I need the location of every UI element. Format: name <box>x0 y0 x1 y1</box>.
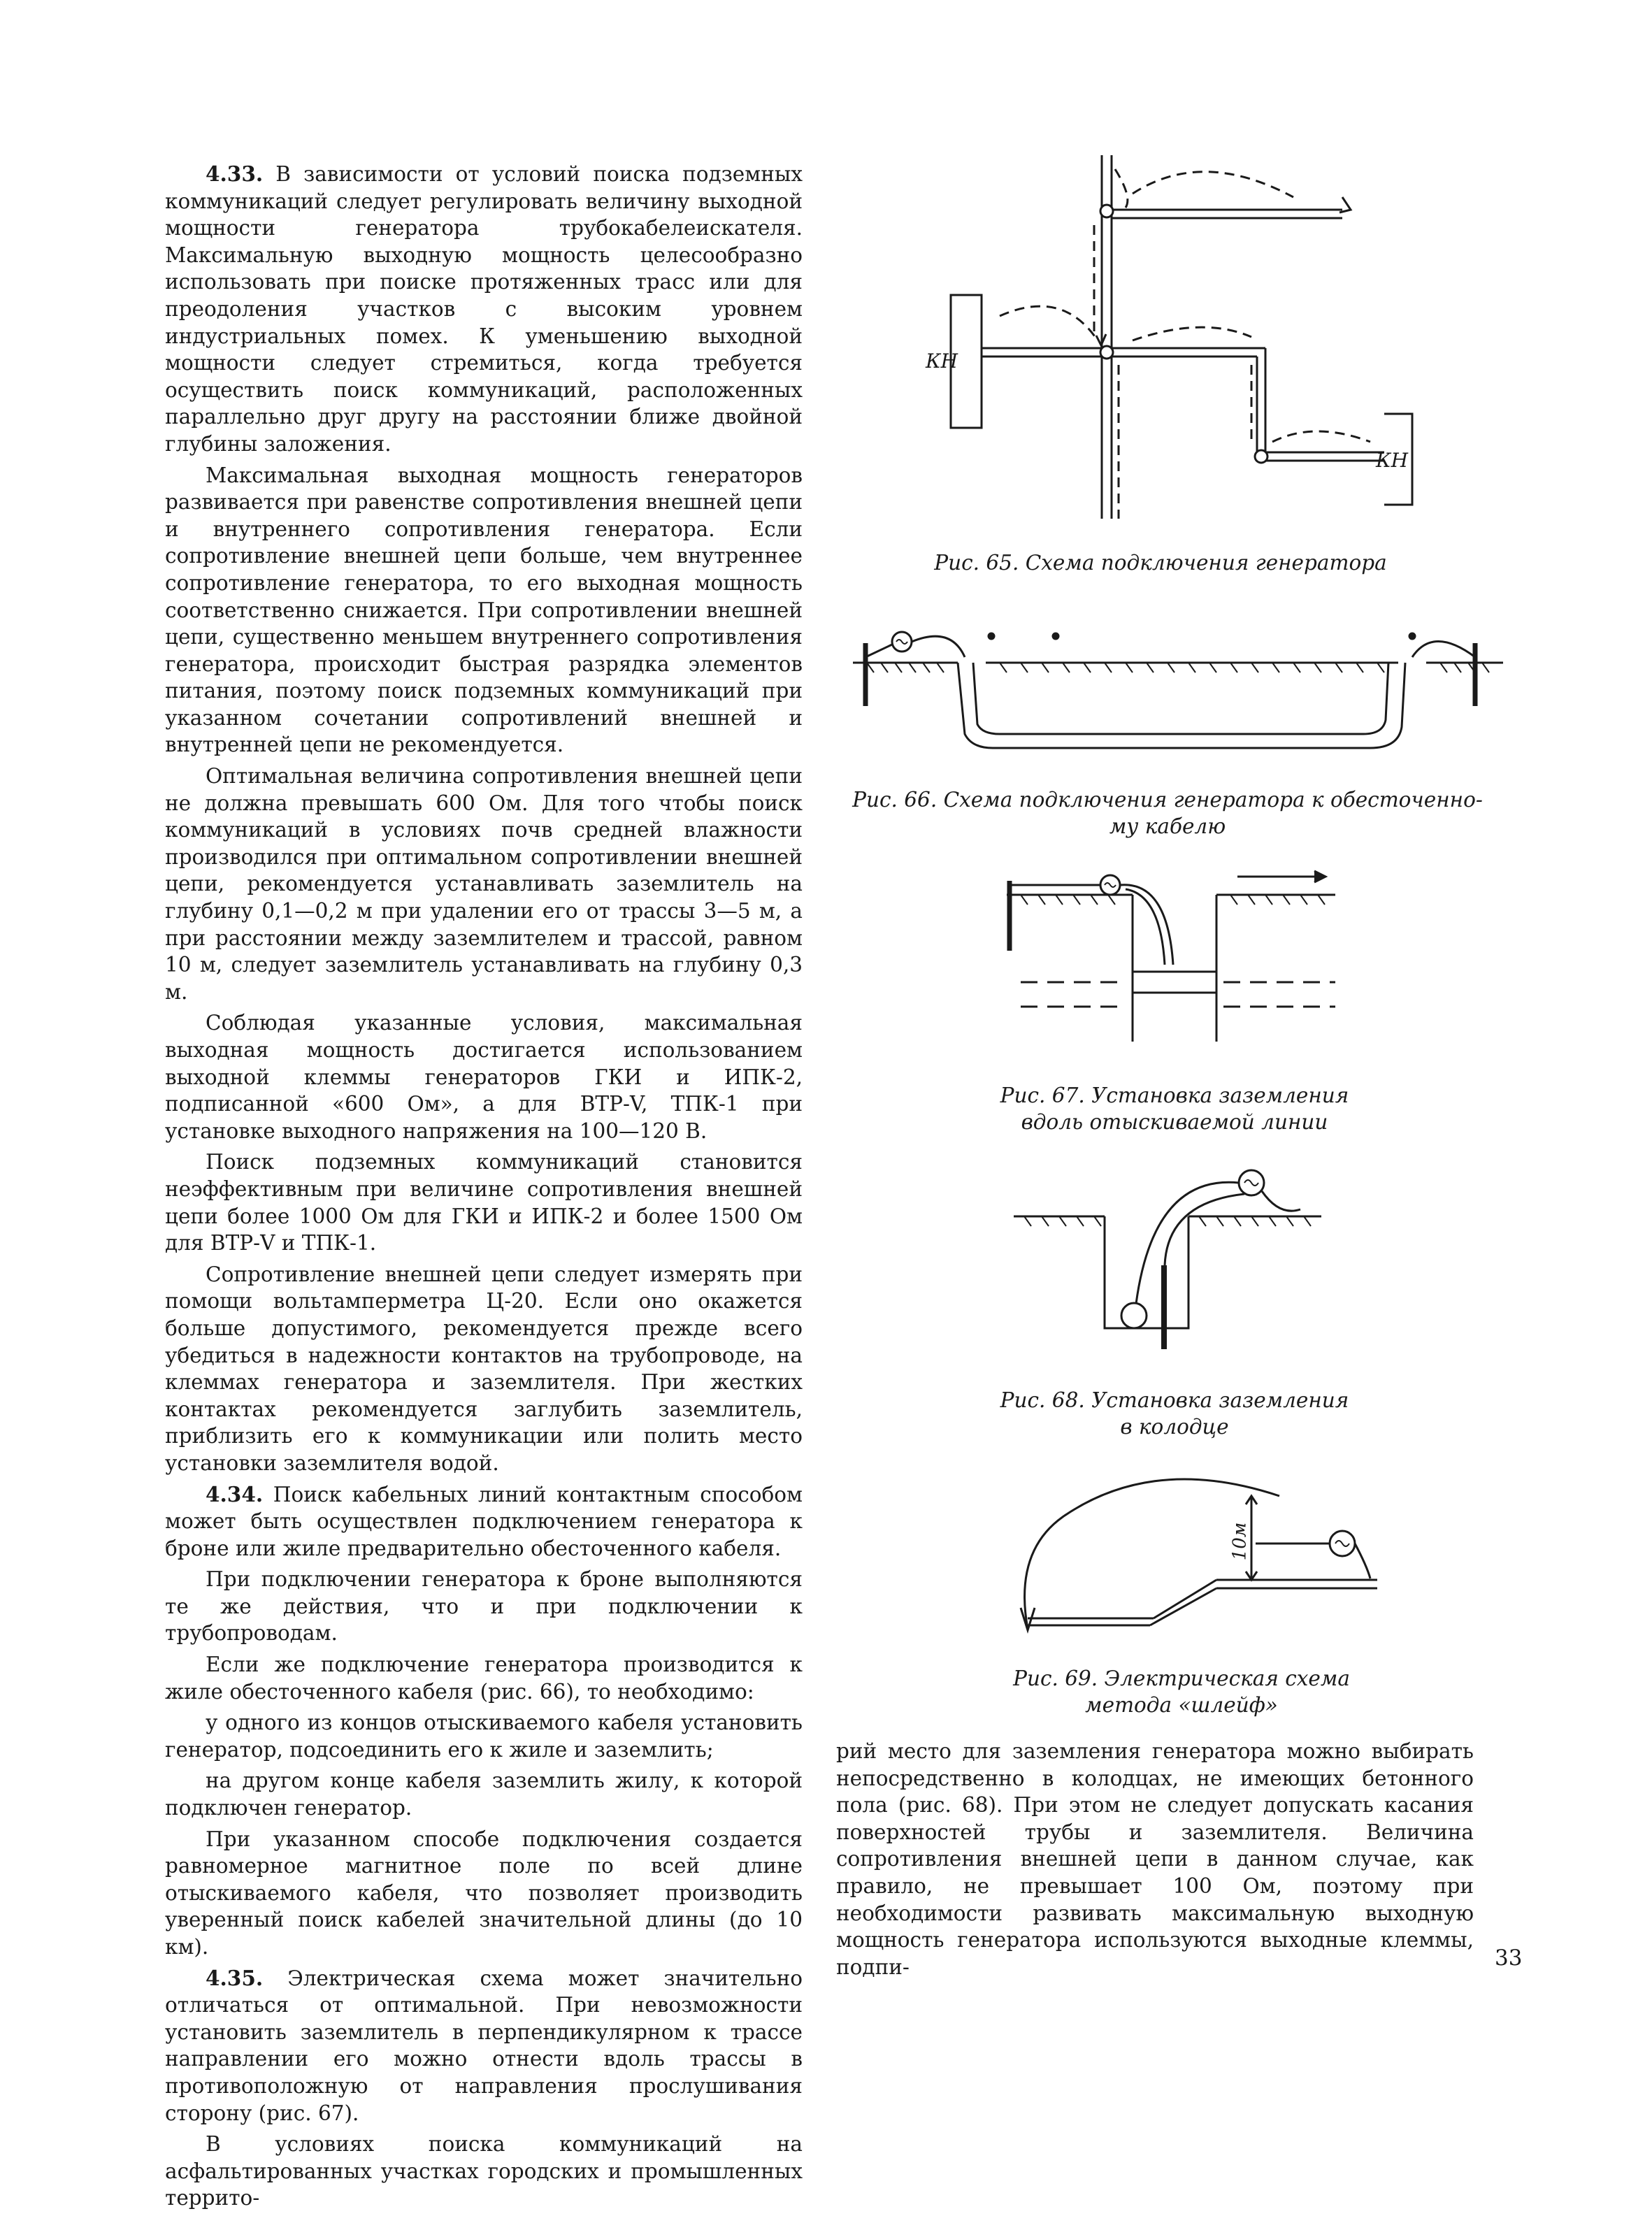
paragraph: Сопротивление внешней цепи следует измерять при помощи вольтамперметра Ц-20. Если оно окажется больше допустимого, рекомендуется прежде всего убедиться в надежности контактов на трубопроводе, на клеммах генератора и заземлителя. При жестких контактах рекомендуется заглубить заземлитель, приблизить его к коммуникации или полить место установки заземлителя водой. <box>165 1262 803 1475</box>
section-number: 4.35. <box>206 1965 264 1990</box>
section-number: 4.34. <box>206 1481 264 1506</box>
kh-label-right: КН <box>1376 449 1409 472</box>
figure-65-diagram <box>923 155 1409 519</box>
figure-66-caption <box>832 786 1503 840</box>
right-text-column <box>836 1738 1474 1985</box>
paragraph-text: В зависимости от условий поиска подземных коммуникаций следует регулировать величину выходной мощности генератора трубокабелеискателя. Максимальную выходную мощность целесообразно использовать при поиске протяженных трасс или для преодоления участков с высоким уровнем индустриальных помех. К уменьшению выходной мощности следует стремиться, когда требуется осуществить поиск коммуникаций, расположенных параллельно друг другу на расстоянии ближе двойной глубины заложения. <box>165 162 803 456</box>
paragraph-4-34 <box>165 1481 803 1562</box>
caption-line: в колодце <box>1120 1415 1229 1439</box>
paragraph: Оптимальная величина сопротивления внешней цепи не должна превышать 600 Ом. Для того чтобы поиск коммуникаций в условиях почв средней влажности производился при оптимальном сопротивлении внешней цепи, рекомендуется устанавливать заземлитель на глубину 0,1—0,2 м при удалении его от трассы 3—5 м, а при расстоянии между заземлителем и трассой, равном 10 м, следует заземлитель устанавливать на глубину 0,3 м. <box>165 764 803 1004</box>
caption-line: вдоль отыскиваемой линии <box>1021 1110 1328 1134</box>
paragraph: Максимальная выходная мощность генераторов развивается при равенстве сопротивления внешней цепи и внутреннего сопротивления генератора. Если сопротивление внешней цепи больше, чем внутреннее сопротивление генератора, то его выходная мощность соответственно снижается. При сопротивлении внешней цепи, существенно меньшем внутреннего сопротивления генератора, происходит быстрая разрядка элементов питания, поэтому поиск подземных коммуникаций при указанном сочетании сопротивлений внешней и внутренней цепи не рекомендуется. <box>165 463 803 757</box>
left-text-column <box>165 161 803 2216</box>
list-item: на другом конце кабеля заземлить жилу, к которой подключен генератор. <box>165 1769 803 1820</box>
paragraph: Соблюдая указанные условия, максимальная выходная мощность достигается использованием выходной клеммы генераторов ГКИ и ИПК-2, подписанной «600 Ом», а для ВТР-V, ТПК-1 при установке выходного напряжения на 100—120 В. <box>165 1011 803 1143</box>
paragraph: Поиск подземных коммуникаций становится неэффективным при величине сопротивления внешней цепи более 1000 Ом для ГКИ и ИПК-2 и более 1500 Ом для ВТР-V и ТПК-1. <box>165 1150 803 1256</box>
figure-67-diagram <box>1000 867 1335 1042</box>
figure-68-caption <box>965 1387 1384 1440</box>
paragraph: рий место для заземления генератора можно выбирать непосредственно в колодцах, не имеющих бетонного пола (рис. 68). При этом не следует допускать касания поверхностей трубы и заземлителя. Величина сопротивления внешней цепи в данном случае, как правило, не превышает 100 Ом, поэтому при необходимости развивать максимальную выходную мощность генератора используются выходные клеммы, подпи- <box>836 1739 1474 1979</box>
paragraph: При указанном способе подключения создается равномерное магнитное поле по всей длине отыскиваемого кабеля, что позволяет производить уверенный поиск кабелей значительной длины (до 10 км). <box>165 1827 803 1959</box>
caption-line: Рис. 68. Установка заземления <box>1000 1388 1349 1412</box>
paragraph-4-33 <box>165 161 803 458</box>
section-number: 4.33. <box>206 161 264 186</box>
paragraph: Если же подключение генератора производится к жиле обесточенного кабеля (рис. 66), то необходимо: <box>165 1653 803 1704</box>
paragraph: При подключении генератора к броне выполняются те же действия, что и при подключении к трубопроводам. <box>165 1567 803 1646</box>
caption-line: Рис. 66. Схема подключения генератора к обесточенно- <box>852 788 1483 812</box>
figure-67-caption <box>965 1082 1384 1135</box>
kh-label-left: КН <box>926 350 958 373</box>
caption-line: Рис. 67. Установка заземления <box>1000 1084 1349 1107</box>
paragraph-4-35 <box>165 1965 803 2127</box>
figure-66-diagram <box>853 629 1503 769</box>
caption-line: Рис. 69. Электрическая схема <box>1013 1667 1350 1690</box>
figure-65-caption: Рис. 65. Схема подключения генератора <box>934 551 1387 575</box>
caption-line: му кабелю <box>1109 814 1226 838</box>
page-number: 33 <box>1495 1945 1523 1971</box>
paragraph-text: Электрическая схема может значительно отличаться от оптимальной. При невозможности установить заземлитель в перпендикулярном к трассе направлении его можно отнести вдоль трассы в противоположную от направления прослушивания сторону (рис. 67). <box>165 1966 803 2125</box>
distance-label-10m: 10м <box>1229 1522 1251 1561</box>
caption-line: метода «шлейф» <box>1085 1693 1278 1717</box>
figure-69-caption <box>965 1665 1398 1718</box>
list-item: у одного из концов отыскиваемого кабеля установить генератор, подсоединить его к жиле и заземлить; <box>165 1711 803 1762</box>
figure-69-diagram <box>1014 1468 1377 1636</box>
paragraph-text: Поиск кабельных линий контактным способом может быть осуществлен подключением генератора к броне или жиле предварительно обесточенного кабеля. <box>165 1482 803 1560</box>
paragraph: В условиях поиска коммуникаций на асфальтированных участках городских и промышленных террито- <box>165 2132 803 2210</box>
figure-68-diagram <box>1014 1160 1321 1349</box>
